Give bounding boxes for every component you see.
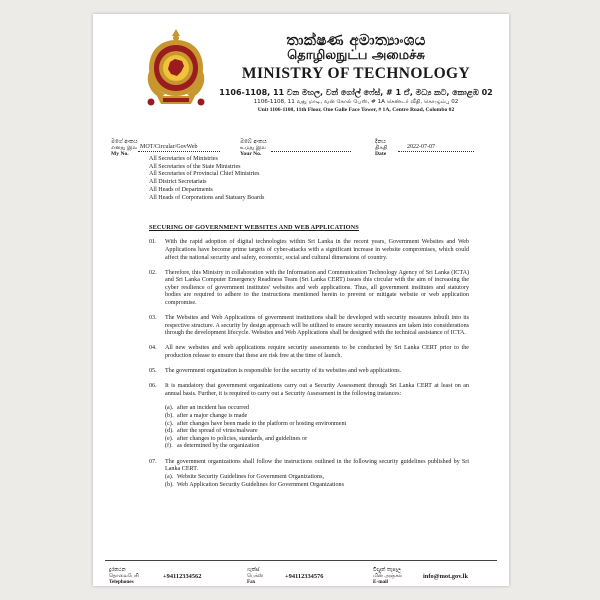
paragraph-line: It is mandatory that government organizations carry out a Security Assessment through Sri Lanka CERT [165,383,432,390]
fax-label-si: ෆැක්ස් [247,567,260,573]
paragraph-line: and Web Applications have become prime targets of cyber-attacks with a significant increase in website [165,239,469,253]
paragraph-number: 05. [149,368,157,375]
sri-lanka-emblem-icon [141,26,211,108]
my-no-label-ta: எனது இல [111,145,138,151]
instance-letter: (b). [165,412,174,419]
letterhead [213,32,499,115]
paragraph-number: 02. [149,269,157,276]
telephone-label [109,567,139,585]
paragraph-line: applications. Thus, all government institutes and statutory bodies are required to adhere to the instructions [165,284,469,299]
instance-item [165,405,469,413]
recipient-line: All Secretaries of the State Ministries [149,163,241,170]
ministry-name-english: MINISTRY OF TECHNOLOGY [241,65,471,82]
fax-label-ta: பெக்ஸ் [247,573,264,579]
address-tamil: 1106-1108, 11 வது மாடி, வன் கோல் பேஸ், # 1A செண்டர் வீதி, கொழும்பு 02 [253,99,459,105]
fax-label [247,567,263,585]
my-no-label [111,139,138,157]
paragraph [149,239,469,262]
my-no-label-en: My No. [111,151,129,157]
instance-letter: (a). [165,405,174,412]
your-no-label-ta: உமது இல [240,145,266,151]
paragraph-line: shall be designed with the technical assistance of ICTA. [329,330,466,337]
date-label-si: දිනය [375,139,386,145]
paragraph-line: of country. [360,254,388,261]
fax-label-en: Fax [247,579,256,585]
paragraph-line: published by Sri Lanka CERT. [165,458,469,473]
contact-footer [105,560,497,585]
recipient-line: All Secretaries of Provincial Chief Ministries [149,171,260,178]
telephone-label-en: Telephones [109,579,134,585]
address-english: Unit 1106-1108, 11th Floor, One Galle Face Tower, # 1A, Centre Road, Colombo 02 [257,107,455,113]
email-value: info@mot.gov.lk [423,573,469,580]
paragraph-line: The government organizations shall follow the instructions outlined in the following security guidelines [165,458,426,465]
instance-text: as determined by the organization [177,443,260,450]
email-label-ta: மின் அஞ்சல் [373,573,403,579]
instance-item [165,421,469,429]
fax-value: +94112334576 [285,573,324,580]
paragraph-number: 03. [149,315,157,322]
paragraph-line: at least on an annual basis. Further, it is required to carry out a Security Assessment in the following [165,383,470,397]
date-line [398,151,474,152]
paragraph-line: Therefore, this Ministry in collaboration with the Information and Communication Technology Agency of [165,269,425,276]
recipient-line: All Heads of Departments [149,186,213,193]
paragraph-line: compromises, which could affect the national security and safety, economic, social and cultural dimensions [165,246,470,261]
email-label [373,567,402,585]
paragraph-line: All new websites and web applications require security assessments to be conducted by Sri Lanka CERT [165,345,438,352]
your-no-line [271,151,351,152]
email-label-si: විද්‍යුත් තැපෑල [373,567,401,573]
my-no-line [138,151,220,152]
instance-text: after a major change is made [177,412,248,419]
paragraphs [149,239,469,398]
your-no-label-en: Your No. [240,151,262,157]
instance-item [165,443,469,451]
paragraph-line: Sri Lanka (ICTA) and Sri Lanka Computer Emergency Readiness Team (Sri Lanka CERT) issues this [165,269,469,284]
instance-letter: (c). [165,420,174,427]
paragraph-number: 06. [149,383,157,390]
instance-letter: (d). [165,428,174,435]
instance-text: after changes have been made to the platform or hosting environment [177,420,347,427]
paragraph-line: instances: [377,390,402,397]
date-label-ta: திகதி [375,145,388,151]
paragraph [149,368,469,376]
recipient-line: All District Secretariats [149,179,207,186]
paragraph [149,270,469,308]
circular-page [93,14,509,586]
guideline-list [149,474,469,489]
paragraph-line: The Websites and Web Applications of government institutions shall be developed with security measures [165,315,432,322]
guideline-text: Website Security Guidelines for Government Organizations, [177,474,324,481]
paragraph-line: circular with the aim of increasing the cyber resilience of government institutes' websites and web [165,277,469,291]
instance-text: after an incident has occurred [177,405,250,412]
guideline-text: Web Application Security Guidelines for Government Organizations [177,481,344,488]
paragraph-line: The government organization is responsible for the security of its websites and web applications. [165,368,402,375]
paragraph-line: inbuilt into its respective structure. A security by design approach will be utilized to ensure security [165,315,469,329]
instance-item [165,436,469,444]
ministry-name-tamil: தொழிலநுட்ப அமைச்சு [287,48,425,63]
guideline-item [165,482,469,490]
your-no-label-si: ඔබේ අංකය [240,139,267,145]
paragraph-line: mentioned herein to prevent or mitigate website or web application compromise. [165,292,469,306]
instance-item [165,413,469,421]
paragraph-number: 07. [149,458,157,465]
date-value: 2022-07-07 [407,144,435,150]
date-label-en: Date [375,151,387,157]
telephone-label-si: දුරකථන [109,567,126,573]
ministry-name-sinhala: තාක්ෂණ අමාත්‍යාංශය [286,31,426,49]
my-no-value: MOT/Circular/GovWeb [140,144,198,150]
paragraph [149,383,469,398]
paragraph-line: prior to the production release to ensure that these are risk free at the time of launch. [165,345,470,359]
email-label-en: E-mail [373,579,388,585]
recipient-line: All Heads of Corporations and Statuary Boards [149,194,265,201]
instance-letter: (e). [165,435,174,442]
paragraph-line: measures are taken into considerations through the development lifecycle. Websites and Web Applications [165,322,469,337]
subject-heading: SECURING OF GOVERNMENT WEBSITES AND WEB APPLICATIONS [149,224,359,232]
paragraph [149,315,469,338]
paragraph [149,459,469,474]
paragraph-number: 04. [149,345,157,352]
instance-text: after the spread of virus/malware [177,428,258,435]
my-no-label-si: මගේ අංකය [111,139,138,145]
telephone-label-ta: தொலைபேசி [109,573,139,579]
paragraph-07 [149,459,469,489]
paragraph-number: 01. [149,239,157,246]
recipient-line: All Secretaries of Ministries [149,156,218,162]
guideline-letter: (a). [165,474,174,481]
instance-item [165,428,469,436]
recipients-list [149,156,469,202]
telephone-value: +94112334562 [163,573,202,580]
paragraph [149,345,469,360]
guideline-letter: (b). [165,481,174,488]
circular-body [149,154,469,489]
instance-letter: (f). [165,443,173,450]
instances-list [149,405,469,451]
guideline-item [165,474,469,482]
paragraph-line: With the rapid adoption of digital technologies within Sri Lanka in the recent years, Government Websites [165,239,444,246]
instance-text: after changes to policies, standards, and guidelines or [177,435,308,442]
address-sinhala: 1106-1108, 11 වන මහල, වන් ගෝල් ෆේස්, # 1 ඒ, මධ්‍ය කට, කොළඹ 02 [219,88,493,97]
